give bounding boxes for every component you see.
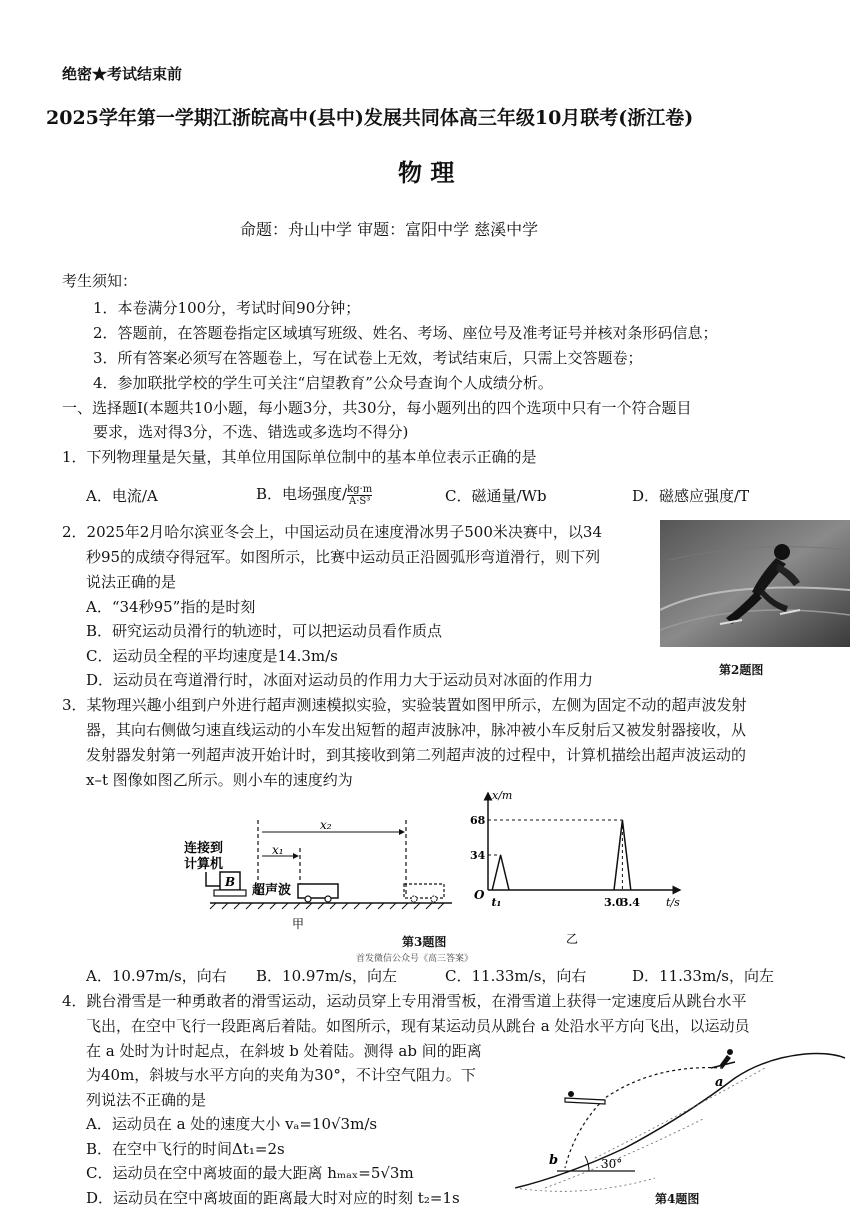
- q4-ski-jump-figure: [505, 1038, 850, 1198]
- q4-stem: 为40m，斜坡与水平方向的夹角为30°，不计空气阻力。下: [86, 1066, 476, 1084]
- connect-label: 计算机: [184, 857, 224, 872]
- q1-stem: 1．下列物理量是矢量，其单位用国际单位制中的基本单位表示正确的是: [62, 448, 537, 466]
- notice-item: 2．答题前，在答题卷指定区域填写班级、姓名、考场、座位号及准考证号并核对条形码信息；: [93, 324, 718, 342]
- authors-line: 命题：舟山中学 审题：富阳中学 慈溪中学: [240, 220, 539, 239]
- x-tick-label: t₁: [491, 896, 502, 909]
- q4-figure-caption: 第4题图: [655, 1192, 700, 1206]
- speed-skater-photo: [660, 520, 850, 647]
- q3-option-d: D．11.33m/s，向左: [632, 967, 774, 985]
- q2-stem: 2．2025年2月哈尔滨亚冬会上，中国运动员在速度滑冰男子500米决赛中，以34: [62, 523, 602, 541]
- y-axis-label: x/m: [492, 789, 513, 802]
- unit-denominator: A·S³: [349, 495, 371, 507]
- q3-stem: 3．某物理兴趣小组到户外进行超声测速模拟实验，实验装置如图甲所示，左侧为固定不动的超声波发射: [62, 696, 747, 714]
- q3-figure-caption: 第3题图: [402, 935, 447, 949]
- y-tick-label: 68: [470, 814, 486, 827]
- jumper-icon: [711, 1049, 735, 1068]
- notice-item: 3．所有答案必须写在答题卷上，写在试卷上无效，考试结束后，只需上交答题卷；: [93, 349, 643, 367]
- cart: [298, 884, 338, 898]
- origin-label: O: [474, 888, 485, 902]
- q1-option-d: D．磁感应强度/T: [632, 487, 750, 505]
- angle-label: 30°: [601, 1157, 623, 1171]
- y-tick-label: 34: [470, 849, 486, 862]
- emitter-label: B: [225, 875, 236, 889]
- q3-figure-yi-chart: [468, 785, 688, 945]
- q1-option-b-label: B．电场强度/: [256, 485, 348, 503]
- section-heading-cont: 要求，选对得3分，不选、错选或多选均不得分): [93, 423, 409, 441]
- q1-option-a: A．电流/A: [86, 487, 158, 505]
- q3-option-c: C．11.33m/s，向右: [445, 967, 587, 985]
- pulse-line-2: [614, 820, 631, 890]
- subject-title: 物 理: [398, 158, 455, 187]
- q3-stem: 发射器发射第一列超声波开始计时，到其接收到第二列超声波的过程中，计算机描绘出超声波运动的: [86, 746, 747, 764]
- q4-option-a: A．运动员在 a 处的速度大小 vₐ=10√3m/s: [86, 1115, 378, 1133]
- x-tick-label: 3.4: [620, 896, 640, 909]
- q2-option-b: B．研究运动员滑行的轨迹时，可以把运动员看作质点: [86, 622, 443, 640]
- q1-option-c: C．磁通量/Wb: [445, 487, 547, 505]
- q2-option-d: D．运动员在弯道滑行时，冰面对运动员的作用力大于运动员对冰面的作用力: [86, 671, 594, 689]
- q3-option-a: A．10.97m/s，向右: [86, 967, 227, 985]
- q4-option-d: D．运动员在空中离坡面的距离最大时对应的时刻 t₂=1s: [86, 1189, 460, 1207]
- q4-option-c: C．运动员在空中离坡面的最大距离 hₘₐₓ=5√3m: [86, 1164, 414, 1182]
- q4-stem: 列说法不正确的是: [86, 1091, 207, 1109]
- x1-label: x₁: [272, 843, 284, 857]
- trajectory: [565, 1068, 723, 1168]
- q2-stem: 秒95的成绩夺得冠军。如图所示，比赛中运动员正沿圆弧形弯道滑行，则下列: [86, 548, 601, 566]
- x2-label: x₂: [320, 818, 332, 832]
- q3-stem: x–t 图像如图乙所示。则小车的速度约为: [86, 771, 353, 789]
- q4-option-b: B．在空中飞行的时间Δt₁=2s: [86, 1140, 285, 1158]
- q3-figure-jia: [180, 800, 460, 940]
- q4-stem: 在 a 处时为计时起点，在斜坡 b 处着陆。测得 ab 间的距离: [86, 1042, 482, 1060]
- exam-title: 2025学年第一学期江浙皖高中(县中)发展共同体高三年级10月联考(浙江卷): [46, 107, 694, 129]
- notice-item: 4．参加联批学校的学生可关注“启望教育”公众号查询个人成绩分析。: [93, 374, 553, 392]
- figure-jia-label: 甲: [292, 917, 305, 931]
- watermark-text: 首发微信公众号《高三答案》: [356, 954, 474, 964]
- flying-jumper-icon: [565, 1091, 605, 1104]
- x-tick-label: 3.0: [604, 896, 624, 909]
- q2-option-a: A．“34秒95”指的是时刻: [86, 598, 256, 616]
- notice-item: 1．本卷满分100分，考试时间90分钟；: [93, 299, 361, 317]
- notice-heading: 考生须知：: [62, 272, 138, 290]
- x-axis-label: t/s: [666, 896, 680, 909]
- q2-stem: 说法正确的是: [86, 573, 177, 591]
- point-b-label: b: [549, 1153, 559, 1168]
- q3-option-b: B．10.97m/s，向左: [256, 967, 397, 985]
- cart-later: [404, 884, 444, 898]
- q3-stem: 器，其向右侧做匀速直线运动的小车发出短暂的超声波脉冲，脉冲被小车反射后又被发射器接收，从: [86, 721, 747, 739]
- unit-numerator: kg·m: [347, 483, 373, 495]
- pulse-line-1: [492, 855, 509, 890]
- q4-stem: 4．跳台滑雪是一种勇敢者的滑雪运动，运动员穿上专用滑雪板，在滑雪道上获得一定速度后从跳台水平: [62, 992, 747, 1010]
- section-heading: 一、选择题Ⅰ(本题共10小题，每小题3分，共30分，每小题列出的四个选项中只有一个符合题目: [62, 399, 692, 417]
- q2-option-c: C．运动员全程的平均速度是14.3m/s: [86, 647, 338, 665]
- connect-label: 连接到: [184, 841, 224, 856]
- ultrasound-label: 超声波: [252, 883, 292, 898]
- point-a-label: a: [715, 1075, 724, 1090]
- figure-yi-label: 乙: [566, 932, 579, 945]
- q2-figure-caption: 第2题图: [719, 663, 764, 677]
- q1-option-b: [256, 483, 372, 507]
- q4-stem: 飞出，在空中飞行一段距离后着陆。如图所示，现有某运动员从跳台 a 处沿水平方向飞出，以运动员: [86, 1017, 750, 1035]
- confidential-label: 绝密★考试结束前: [62, 65, 183, 83]
